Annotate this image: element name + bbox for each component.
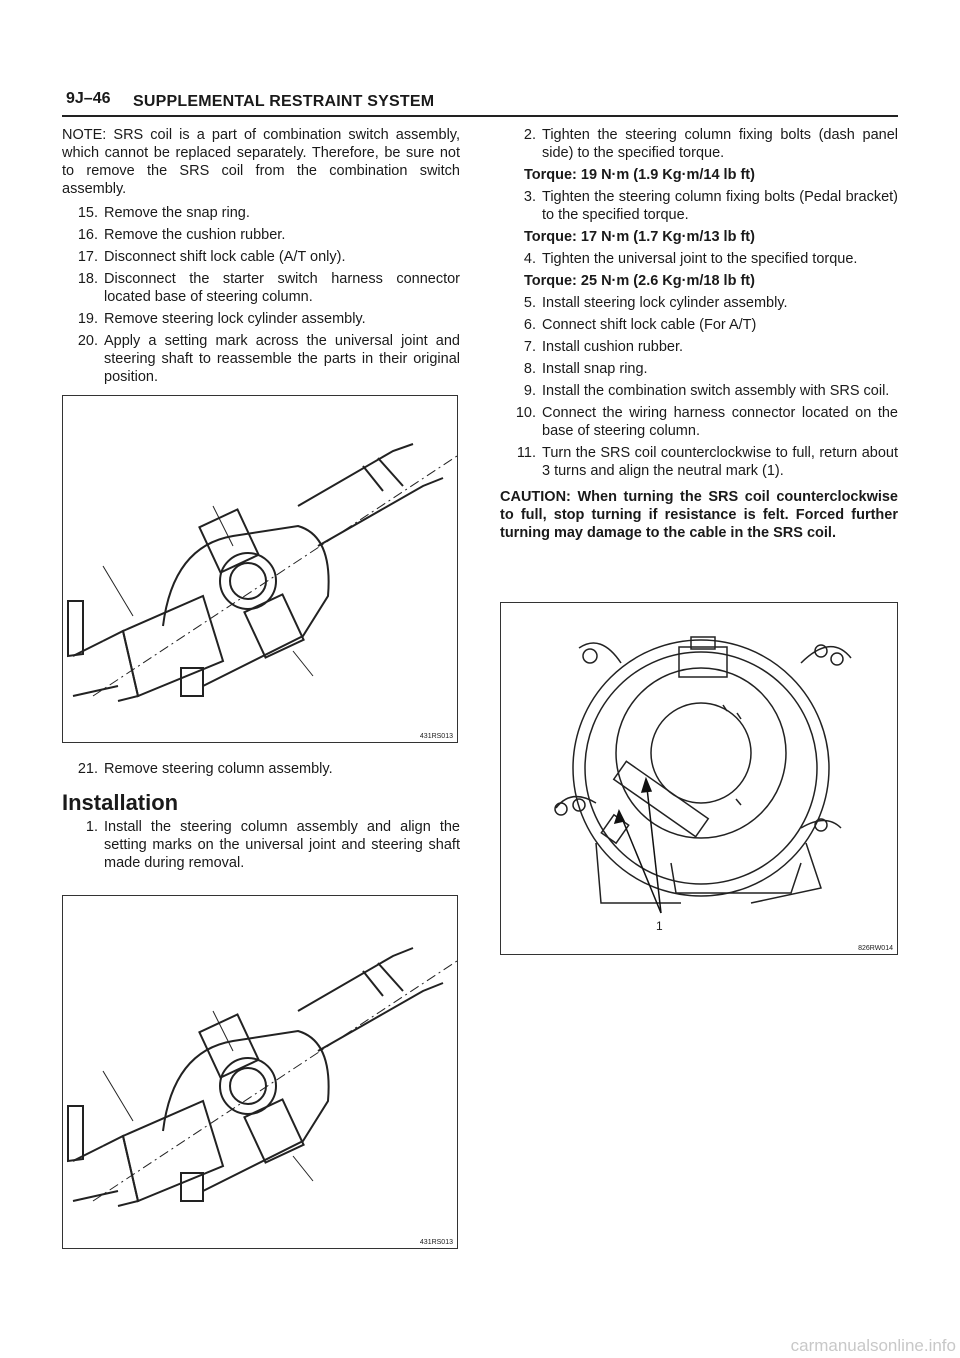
step-number: 2. [523, 127, 536, 143]
left-column-lower [62, 756, 460, 872]
figure-code: 431RS013 [419, 733, 453, 740]
torque-spec: Torque: 17 N·m (1.7 Kg·m/13 lb ft) [524, 229, 755, 245]
figure-code: 826RW014 [858, 945, 893, 952]
list-item [500, 316, 898, 334]
universal-joint-figure-2 [62, 895, 458, 1249]
step-text: Connect shift lock cable (For A/T) [542, 317, 757, 333]
step-number: 17. [77, 249, 98, 265]
srs-coil-figure [500, 602, 898, 955]
list-item [500, 188, 898, 224]
step-text: Tighten the steering column fixing bolts (Pedal bracket) to the specified torque. [542, 189, 898, 223]
step-text: Remove steering column assembly. [104, 761, 333, 777]
srs-coil-illustration [501, 603, 897, 954]
list-item [62, 204, 460, 222]
right-column [500, 126, 898, 542]
universal-joint-illustration [63, 396, 457, 742]
list-item [62, 818, 460, 872]
step-number: 6. [523, 317, 536, 333]
step-text: Tighten the universal joint to the specified torque. [542, 251, 858, 267]
caution-text: CAUTION: When turning the SRS coil counterclockwise to full, stop turning if resistance is felt. Forced further turning may damage to the cable in the SRS coil. [500, 489, 898, 541]
step-text: Disconnect shift lock cable (A/T only). [104, 249, 346, 265]
step-number: 7. [523, 339, 536, 355]
step-number: 19. [77, 311, 98, 327]
universal-joint-figure-1 [62, 395, 458, 743]
step-text: Remove steering lock cylinder assembly. [104, 311, 366, 327]
callout-label: 1 [656, 919, 663, 933]
note-text: NOTE: SRS coil is a part of combination switch assembly, which cannot be replaced separately. Therefore, be sure not to remove the SRS coil from the combination switch assembly. [62, 127, 460, 197]
step-number: 8. [523, 361, 536, 377]
list-item [500, 338, 898, 356]
page-number: 9J–46 [66, 90, 111, 107]
torque-spec: Torque: 19 N·m (1.9 Kg·m/14 lb ft) [524, 167, 755, 183]
step-text: Install cushion rubber. [542, 339, 684, 355]
watermark: carmanualsonline.info [790, 1336, 956, 1355]
left-column [62, 126, 460, 386]
step-text: Install snap ring. [542, 361, 648, 377]
step-text: Install the combination switch assembly with SRS coil. [542, 383, 890, 399]
step-number: 20. [77, 333, 98, 349]
step-number: 16. [77, 227, 98, 243]
list-item [62, 226, 460, 244]
step-number: 11. [516, 445, 536, 461]
step-number: 1. [85, 819, 98, 835]
step-text: Install steering lock cylinder assembly. [542, 295, 788, 311]
list-item [500, 444, 898, 480]
list-item [62, 760, 460, 778]
step-number: 9. [523, 383, 536, 399]
step-number: 18. [77, 271, 98, 287]
step-text: Tighten the steering column fixing bolts (dash panel side) to the specified torque. [542, 127, 898, 161]
step-text: Turn the SRS coil counterclockwise to full, return about 3 turns and align the neutral mark (1). [542, 445, 898, 479]
step-number: 4. [523, 251, 536, 267]
list-item [62, 310, 460, 328]
list-item [62, 270, 460, 306]
list-item [500, 360, 898, 378]
header-rule [62, 115, 898, 117]
page-title: SUPPLEMENTAL RESTRAINT SYSTEM [133, 93, 435, 110]
step-number: 3. [523, 189, 536, 205]
step-number: 10. [515, 405, 536, 421]
torque-spec: Torque: 25 N·m (2.6 Kg·m/18 lb ft) [524, 273, 755, 289]
figure-code: 431RS013 [419, 1239, 453, 1246]
step-number: 15. [77, 205, 98, 221]
list-item [500, 382, 898, 400]
step-text: Connect the wiring harness connector located on the base of steering column. [542, 405, 898, 439]
universal-joint-illustration [63, 896, 457, 1248]
step-text: Remove the snap ring. [104, 205, 250, 221]
list-item [500, 126, 898, 162]
step-number: 21. [77, 761, 98, 777]
list-item [500, 404, 898, 440]
step-text: Install the steering column assembly and align the setting marks on the universal joint and steering shaft made during removal. [104, 819, 460, 871]
step-text: Apply a setting mark across the universal joint and steering shaft to reassemble the parts in their original position. [104, 333, 460, 385]
step-text: Disconnect the starter switch harness connector located base of steering column. [104, 271, 460, 305]
list-item [500, 250, 898, 268]
step-text: Remove the cushion rubber. [104, 227, 286, 243]
section-heading: Installation [62, 790, 179, 815]
list-item [62, 248, 460, 266]
list-item [500, 294, 898, 312]
list-item [62, 332, 460, 386]
step-number: 5. [523, 295, 536, 311]
